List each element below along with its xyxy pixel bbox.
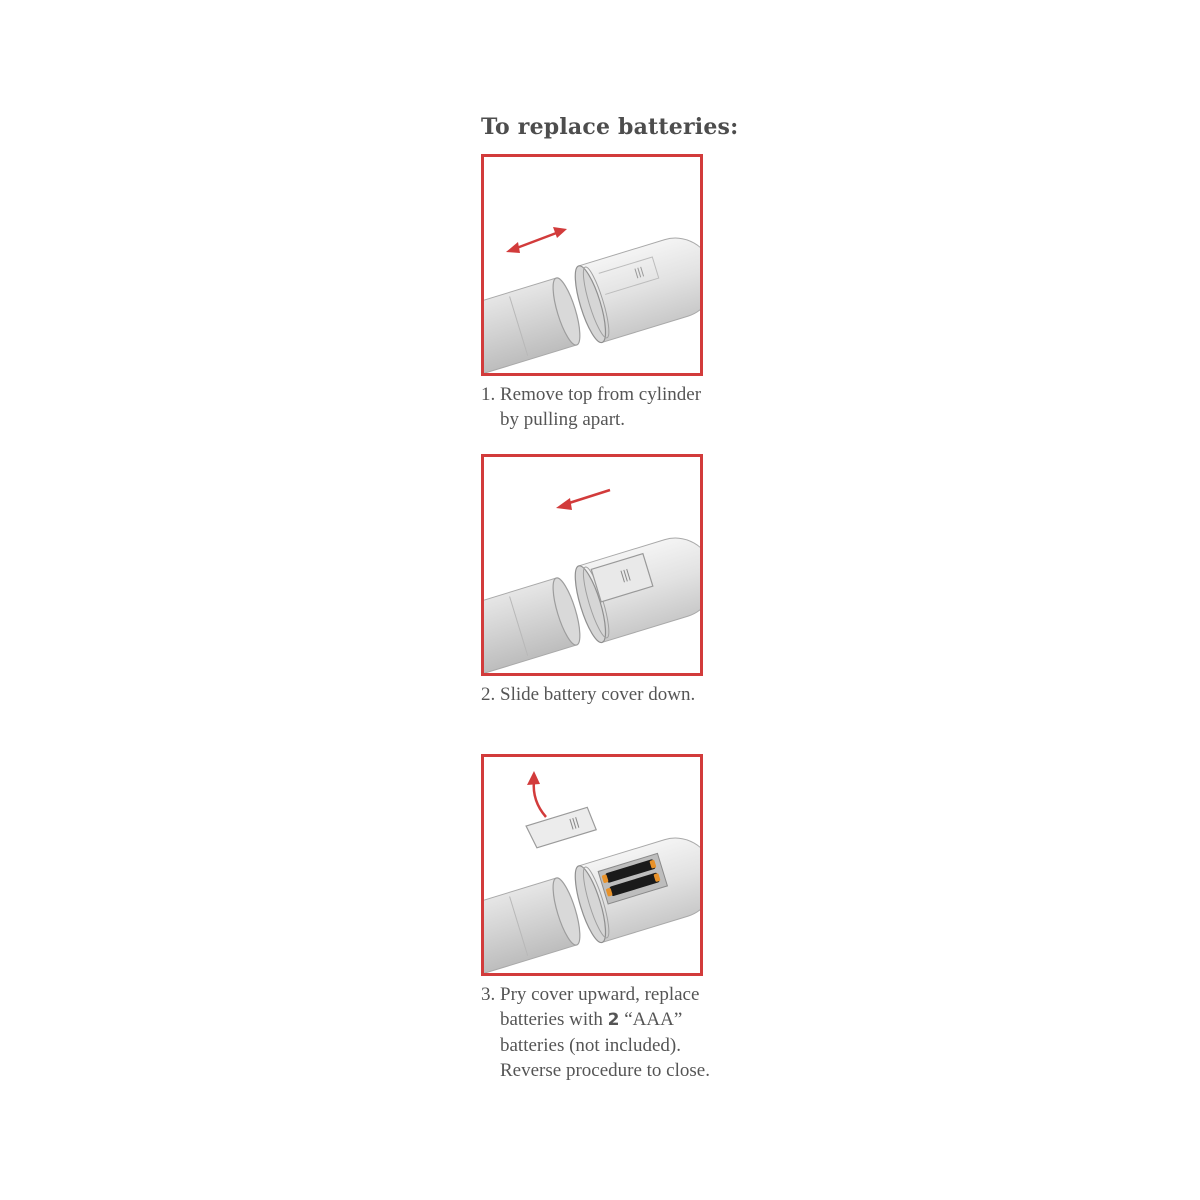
step-line	[481, 1007, 710, 1033]
step-line: by pulling apart.	[500, 409, 626, 430]
step-1-instructions	[481, 382, 701, 432]
step-line: Slide battery cover down.	[500, 684, 696, 705]
step-line: Remove top from cylinder	[500, 384, 702, 405]
step-3-illustration	[481, 754, 703, 976]
step-text-fragment: batteries with	[500, 1009, 608, 1030]
step-line: Pry cover upward, replace	[500, 984, 700, 1005]
step-number: 1.	[481, 384, 496, 405]
curved-up-arrow-icon	[527, 771, 546, 817]
step-number: 3.	[481, 984, 496, 1005]
left-arrow-icon	[556, 490, 610, 510]
battery-count: 2	[607, 1010, 620, 1030]
step-1-illustration	[481, 154, 703, 376]
double-arrow-icon	[506, 227, 567, 253]
page-title: To replace batteries:	[481, 114, 739, 140]
step-number: 2.	[481, 684, 496, 705]
step-line: batteries (not included).	[500, 1035, 681, 1056]
battery-cover	[526, 807, 596, 849]
step-3-instructions	[481, 982, 710, 1083]
step-2-illustration	[481, 454, 703, 676]
step-line: Reverse procedure to close.	[500, 1060, 710, 1081]
step-text-fragment: “AAA”	[619, 1009, 683, 1030]
step-2-instructions	[481, 682, 695, 707]
